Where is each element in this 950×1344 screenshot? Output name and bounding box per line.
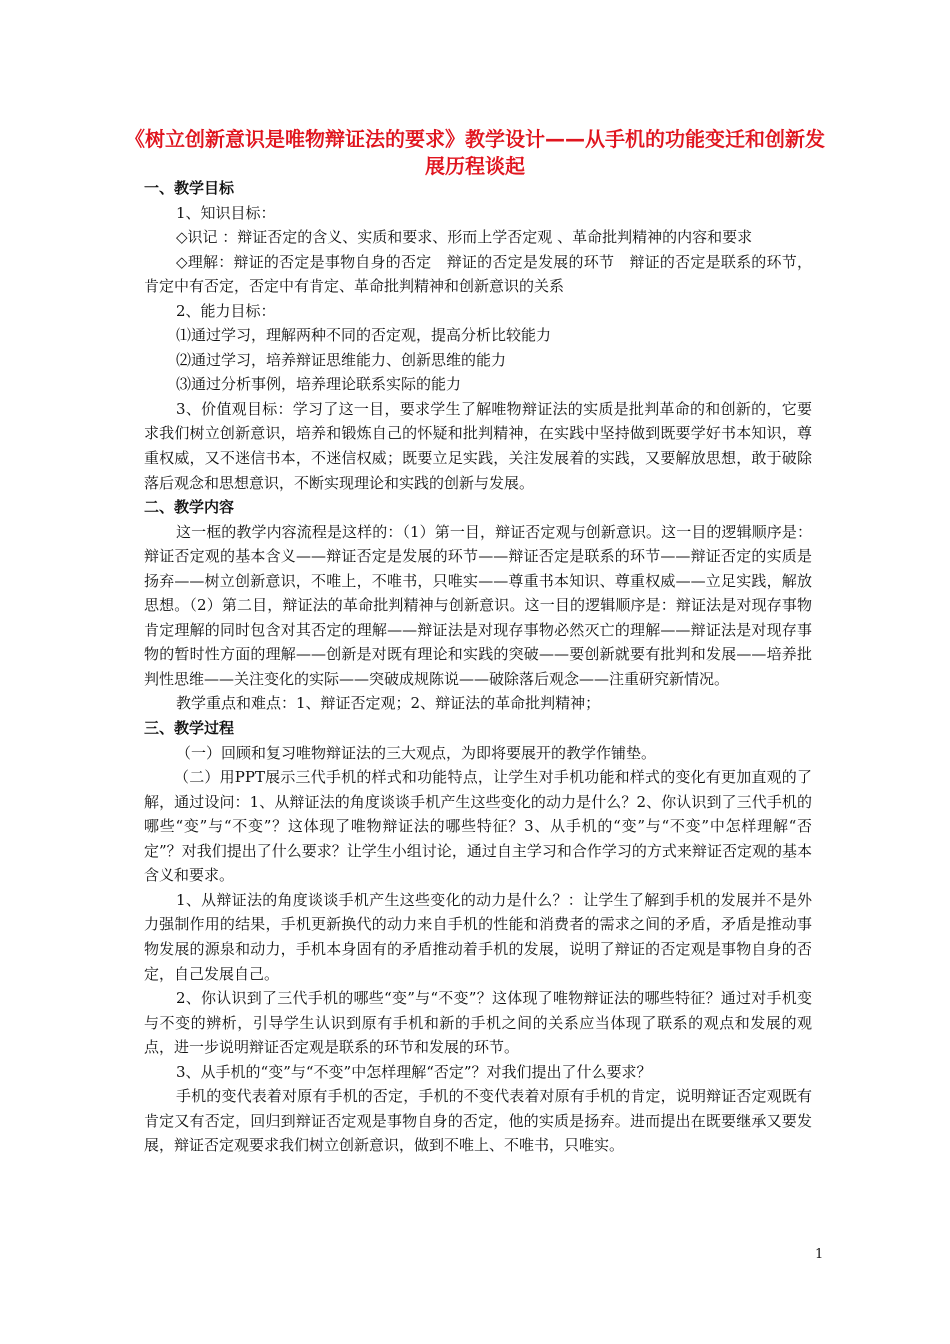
document-title: 《树立创新意识是唯物辩证法的要求》教学设计——从手机的功能变迁和创新发展历程谈起 [125,127,825,178]
section-heading-process: 三、教学过程 [144,719,235,738]
knowledge-recall: ◇识记 ：辩证否定的含义、实质和要求、形而上学否定观 、革命批判精神的内容和要求 [176,228,753,247]
ability-item-1: ⑴通过学习，理解两种不同的否定观，提高分析比较能力 [176,326,552,345]
question-2: 2、你认识到了三代手机的哪些“变”与“不变”？这体现了唯物辩证法的哪些特征？通过对手机变与不变的辨析，引导学生认识到原有手机和新的手机之间的关系应当体现了联系的观点和发展的观点，进一步说明辩证否定观是联系的环节和发展的环节。 [144,989,812,1057]
ability-item-3: ⑶通过分析事例，培养理论联系实际的能力 [176,375,462,394]
knowledge-understand: ◇理解：辩证的否定是事物自身的否定 辩证的否定是发展的环节 辩证的否定是联系的环节，肯定中有否定，否定中有肯定、革命批判精神和创新意识的关系 [144,252,812,296]
section-heading-objectives: 一、教学目标 [144,179,235,197]
process-step-2: （二）用PPT展示三代手机的样式和功能特点，让学生对手机功能和样式的变化有更加直观的了解，通过设问：1、从辩证法的角度谈谈手机产生这些变化的动力是什么？2、你认识到了三代手机的哪些“变”与“不变”？这体现了唯物辩证法的哪些特征？3、从手机的“变”与“不变”中怎样理解“否定”？对我们提出了什么要求？让学生小组讨论，通过自主学习和合作学习的方式来辩证否定观的基本含义和要求。 [144,768,812,885]
key-points: 教学重点和难点：1、辩证否定观；2、辩证法的革命批判精神； [176,694,601,713]
ability-item-2: ⑵通过学习，培养辩证思维能力、创新思维的能力 [176,350,507,369]
question-3-answer: 手机的变代表着对原有手机的否定，手机的不变代表着对原有手机的肯定，说明辩证否定观既有肯定又有否定，回归到辩证否定观是事物自身的否定，他的实质是扬弃。进而提出在既要继承又要发展，辩证否定观要求我们树立创新意识，做到不唯上、不唯书，只唯实。 [144,1087,812,1155]
section-heading-content: 二、教学内容 [144,498,235,517]
values-goal: 3、价值观目标：学习了这一目，要求学生了解唯物辩证法的实质是批判革命的和创新的，它要求我们树立创新意识，培养和锻炼自己的怀疑和批判精神，在实践中坚持做到既要学好书本知识，尊重权威，又不迷信书本，不迷信权威；既要立足实践，关注发展着的实践，又要解放思想，敢于破除落后观念和思想意识，不断实现理论和实践的创新与发展。 [144,399,812,492]
page-number: 1 [815,1247,824,1262]
knowledge-goal-label: 1、知识目标： [176,203,276,222]
document-body [144,176,812,1158]
question-3: 3、从手机的“变”与“不变”中怎样理解“否定”？对我们提出了什么要求？ [176,1062,652,1081]
ability-goal-label: 2、能力目标： [176,301,276,320]
question-1: 1、从辩证法的角度谈谈手机产生这些变化的动力是什么？：让学生了解到手机的发展并不是外力强制作用的结果，手机更新换代的动力来自手机的性能和消费者的需求之间的矛盾，矛盾是推动事物发展的源泉和动力，手机本身固有的矛盾推动着手机的发展，说明了辩证的否定观是事物自身的否定，自己发展自己。 [144,890,812,983]
content-flow: 这一框的教学内容流程是这样的：（1）第一目，辩证否定观与创新意识。这一目的逻辑顺序是：辩证否定观的基本含义——辩证否定是发展的环节——辩证否定是联系的环节——辩证否定的实质是扬弃——树立创新意识，不唯上，不唯书，只唯实——尊重书本知识、尊重权威——立足实践，解放思想。（2）第二目，辩证法的革命批判精神与创新意识。这一目的逻辑顺序是：辩证法是对现存事物肯定理解的同时包含对其否定的理解——辩证法是对现存事物必然灭亡的理解——辩证法是对现存事物的暂时性方面的理解——创新是对既有理论和实践的突破——要创新就要有批判和发展——培养批判性思维——关注变化的实际——突破成规陈说——破除落后观念——注重研究新情况。 [144,522,812,688]
process-step-1: （一）回顾和复习唯物辩证法的三大观点，为即将要展开的教学作铺垫。 [176,743,657,762]
